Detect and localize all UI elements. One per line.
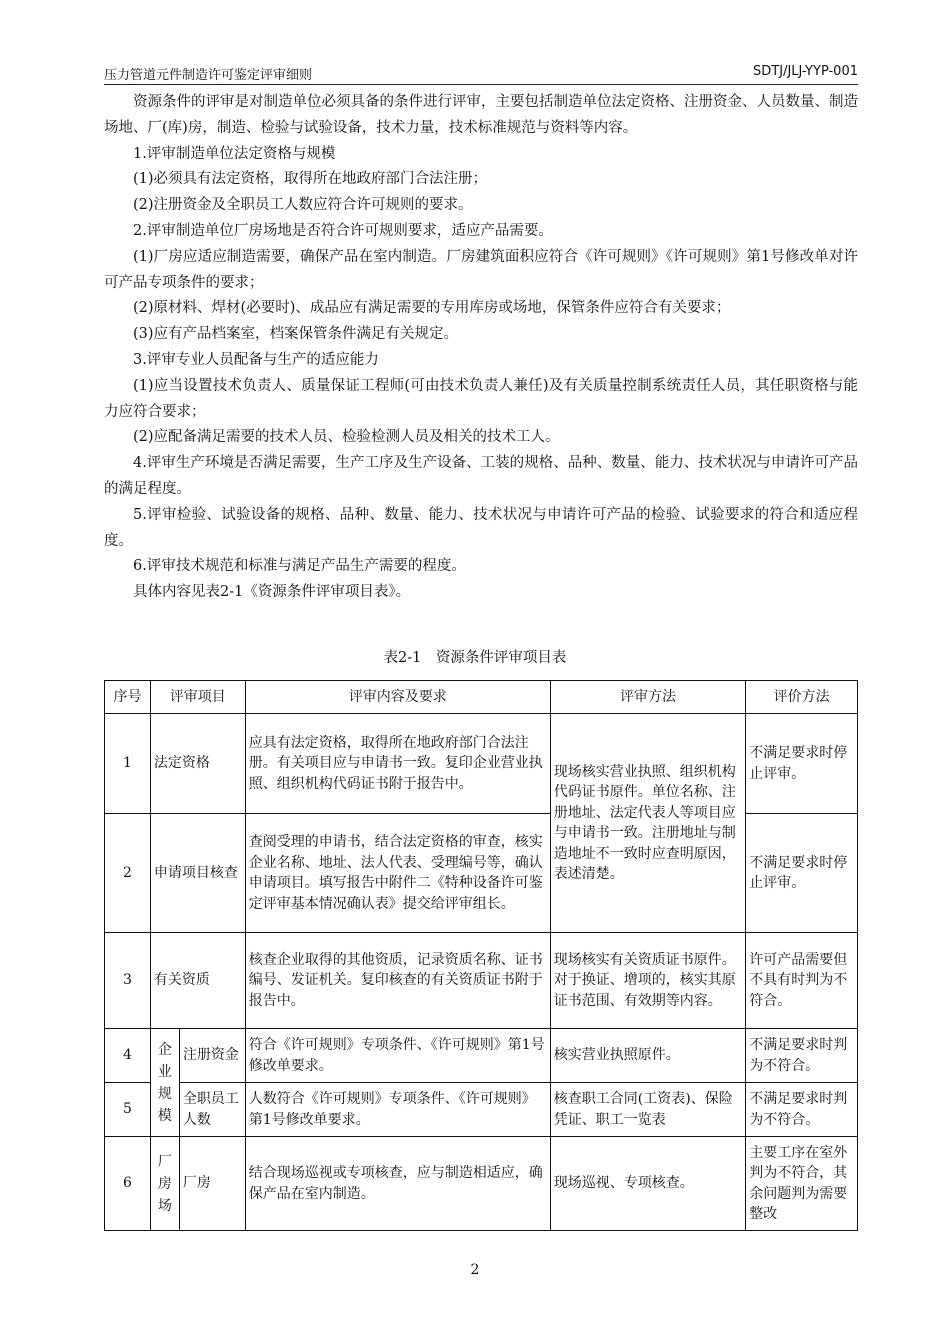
row-method: 核查职工合同(工资表)、保险凭证、职工一览表: [550, 1083, 745, 1137]
header-method: 评审方法: [550, 681, 745, 714]
row-evaluation: 不满足要求时判为不符合。: [746, 1029, 858, 1083]
row-item: 注册资金: [179, 1029, 245, 1083]
row-no: 6: [105, 1137, 151, 1231]
row-evaluation: 主要工序在室外判为不符合，其余问题判为需要整改: [746, 1137, 858, 1231]
row-no: 1: [105, 714, 151, 814]
group-char: 规: [157, 1085, 172, 1102]
paragraph: 2.评审制造单位厂房场地是否符合许可规则要求，适应产品需要。: [133, 222, 553, 239]
row-item: 全职员工人数: [179, 1083, 245, 1137]
group-char: 业: [157, 1063, 172, 1080]
row-content: 符合《许可规则》专项条件、《许可规则》第1号修改单要求。: [245, 1029, 550, 1083]
table-row: [105, 714, 858, 814]
header-item: 评审项目: [150, 681, 245, 714]
paragraph: (1)必须具有法定资格，取得所在地政府部门合法注册；: [133, 171, 488, 188]
group-char: 场: [157, 1197, 172, 1214]
row-content: 核查企业取得的其他资质，记录资质名称、证书编号、发证机关。复印核查的有关资质证书附于报告中。: [245, 933, 550, 1029]
row-item: 厂房: [179, 1137, 245, 1231]
paragraph: (2)应配备满足需要的技术人员、检验检测人员及相关的技术工人。: [133, 429, 560, 446]
row-method: 核实营业执照原件。: [550, 1029, 745, 1083]
paragraph: 6.评审技术规范和标准与满足产品生产需要的程度。: [133, 558, 466, 575]
row-evaluation: 许可产品需要但不具有时判为不符合。: [746, 933, 858, 1029]
row-content: 应具有法定资格，取得所在地政府部门合法注册。有关项目应与申请书一致。复印企业营业执照、组织机构代码证书附于报告中。: [245, 714, 550, 814]
row-evaluation: 不满足要求时停止评审。: [746, 814, 858, 933]
group-char: 模: [157, 1107, 172, 1124]
row-evaluation: 不满足要求时停止评审。: [746, 714, 858, 814]
table-header-row: [105, 681, 858, 714]
row-no: 3: [105, 933, 151, 1029]
row-content: 结合现场巡视或专项核查，应与制造相适应，确保产品在室内制造。: [245, 1137, 550, 1231]
paragraph: (1)应当设置技术负责人、质量保证工程师(可由技术负责人兼任)及有关质量控制系统责任人员，其任职资格与能力应符合要求；: [104, 377, 858, 420]
paragraph: 1.评审制造单位法定资格与规模: [133, 145, 336, 162]
paragraph: (3)应有产品档案室，档案保管条件满足有关规定。: [133, 326, 459, 343]
table-row: [105, 1137, 858, 1231]
row-no: 5: [105, 1083, 151, 1137]
row-method: 现场核实营业执照、组织机构代码证书原件。单位名称、注册地址、法定代表人等项目应与申请书一致。注册地址与制造地址不一致时应查明原因，表述清楚。: [550, 714, 745, 933]
row-item: 法定资格: [150, 714, 245, 814]
table-caption: 表2-1 资源条件评审项目表: [383, 650, 567, 666]
row-content: 人数符合《许可规则》专项条件、《许可规则》第1号修改单要求。: [245, 1083, 550, 1137]
header-no: 序号: [105, 681, 151, 714]
paragraph: (2)原材料、焊材(必要时)、成品应有满足需要的专用库房或场地，保管条件应符合有关要求；: [133, 300, 731, 317]
table-row: [105, 1029, 858, 1083]
group-label-enterprise-scale: [150, 1029, 179, 1137]
paragraph: (2)注册资金及全职员工人数应符合许可规则的要求。: [133, 197, 473, 214]
paragraph: 5.评审检验、试验设备的规格、品种、数量、能力、技术状况与申请许可产品的检验、试验要求的符合和适应程度。: [104, 506, 858, 549]
row-no: 2: [105, 814, 151, 933]
header-evaluation: 评价方法: [746, 681, 858, 714]
group-label-plant-site: [150, 1137, 179, 1231]
group-char: 厂: [157, 1153, 172, 1170]
paragraph: 资源条件的评审是对制造单位必须具备的条件进行评审，主要包括制造单位法定资格、注册资金、人员数量、制造场地、厂(库)房，制造、检验与试验设备，技术力量，技术标准规范与资料等内容。: [104, 94, 858, 136]
row-evaluation: 不满足要求时判为不符合。: [746, 1083, 858, 1137]
row-no: 4: [105, 1029, 151, 1083]
group-char: 企: [157, 1041, 172, 1058]
row-item: 申请项目核查: [150, 814, 245, 933]
row-method: 现场核实有关资质证书原件。对于换证、增项的，核实其原证书范围、有效期等内容。: [550, 933, 745, 1029]
table-row: [105, 933, 858, 1029]
table-row: [105, 1083, 858, 1137]
document-code: SDTJ/JLJ-YYP-001: [753, 64, 858, 79]
paragraph: (1)厂房应适应制造需要，确保产品在室内制造。厂房建筑面积应符合《许可规则》《许可规则》第1号修改单对许可产品专项条件的要求；: [104, 248, 858, 291]
body-text: [104, 90, 858, 606]
row-method: 现场巡视、专项核查。: [550, 1137, 745, 1231]
paragraph: 具体内容见表2-1《资源条件评审项目表》。: [133, 584, 411, 601]
page-number: 2: [470, 1262, 480, 1278]
row-content: 查阅受理的申请书，结合法定资格的审查，核实企业名称、地址、法人代表、受理编号等，确认申请项目。填写报告中附件二《特种设备许可鉴定评审基本情况确认表》提交给评审组长。: [245, 814, 550, 933]
header-content: 评审内容及要求: [245, 681, 550, 714]
paragraph: 4.评审生产环境是否满足需要，生产工序及生产设备、工装的规格、品种、数量、能力、技术状况与申请许可产品的满足程度。: [104, 455, 858, 497]
paragraph: 3.评审专业人员配备与生产的适应能力: [133, 351, 379, 368]
document-title: 压力管道元件制造许可鉴定评审细则: [104, 68, 313, 83]
group-char: 房: [157, 1175, 172, 1192]
row-item: 有关资质: [150, 933, 245, 1029]
page-header: [104, 62, 858, 85]
review-table: [104, 680, 858, 1231]
